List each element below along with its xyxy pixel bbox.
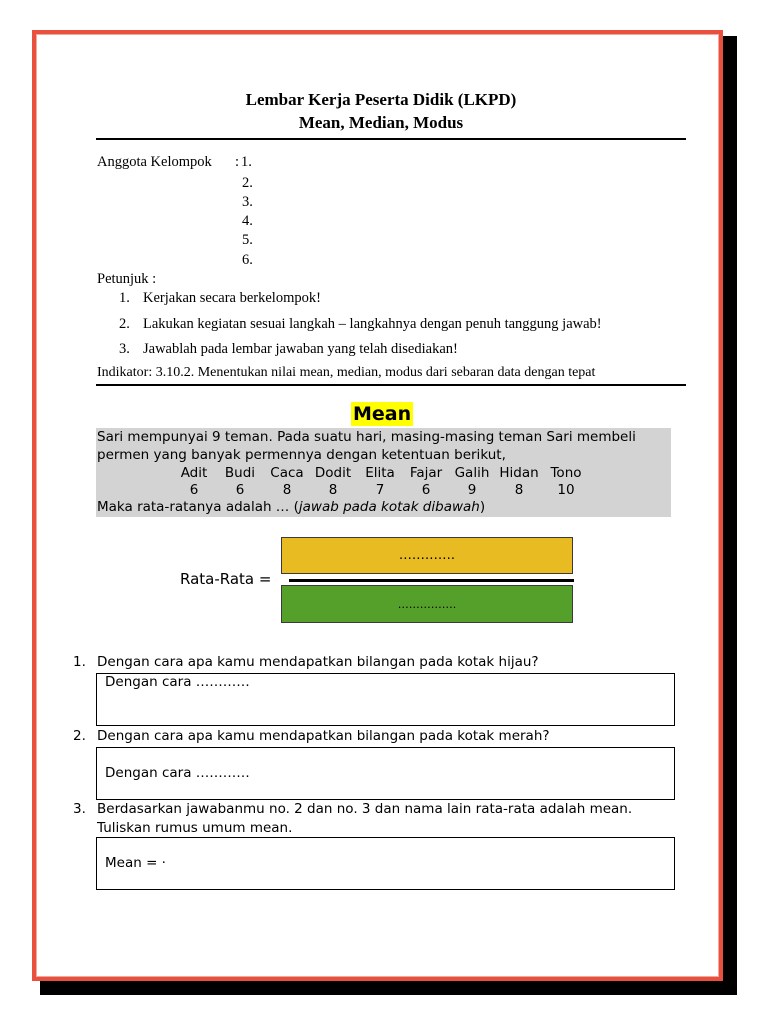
problem-line-1: Sari mempunyai 9 teman. Pada suatu hari, masing-masing teman Sari membeli <box>97 429 636 445</box>
denominator-box[interactable]: ……………. <box>281 585 573 623</box>
candy-count: 10 <box>557 482 575 498</box>
group-member-number: 6. <box>242 252 253 268</box>
page-subtitle: Mean, Median, Modus <box>298 113 464 132</box>
question-text-continued: Tuliskan rumus umum mean. <box>97 820 293 836</box>
group-member-number: 4. <box>242 213 253 229</box>
friend-name: Caca <box>270 465 304 481</box>
candy-count: 7 <box>375 482 385 498</box>
friend-name: Hidan <box>499 465 539 481</box>
candy-count: 6 <box>189 482 199 498</box>
answer-text: Mean = · <box>105 855 166 871</box>
rata-rata-label: Rata-Rata = <box>180 570 272 588</box>
friend-name: Dodit <box>314 465 352 481</box>
candy-count: 8 <box>328 482 338 498</box>
worksheet-page <box>32 30 723 981</box>
instruction-number: 1. <box>119 290 130 306</box>
question-number: 2. <box>73 728 86 744</box>
answer-text: Dengan cara ………… <box>105 674 250 690</box>
candy-count: 8 <box>514 482 524 498</box>
friend-name: Adit <box>180 465 208 481</box>
candy-count: 6 <box>421 482 431 498</box>
question-text: Dengan cara apa kamu mendapatkan bilangan pada kotak hijau? <box>97 654 539 670</box>
friend-name: Galih <box>454 465 490 481</box>
candy-count: 8 <box>282 482 292 498</box>
group-label: Anggota Kelompok <box>97 154 212 170</box>
friend-name: Budi <box>224 465 256 481</box>
indicator-text: Indikator: 3.10.2. Menentukan nilai mean, median, modus dari sebaran data dengan tepat <box>97 365 596 380</box>
page-title: Lembar Kerja Peserta Didik (LKPD) <box>245 90 517 109</box>
friend-name: Tono <box>550 465 582 481</box>
question-number: 3. <box>73 801 86 817</box>
instruction-number: 2. <box>119 316 130 332</box>
question-text: Dengan cara apa kamu mendapatkan bilangan pada kotak merah? <box>97 728 550 744</box>
question-number: 1. <box>73 654 86 670</box>
friend-name: Fajar <box>409 465 443 481</box>
instruction-text: Jawablah pada lembar jawaban yang telah disediakan! <box>143 341 458 357</box>
mean-heading: Mean <box>353 403 412 425</box>
candy-count: 6 <box>235 482 245 498</box>
mean-question <box>97 499 485 515</box>
group-member-number: 3. <box>242 194 253 210</box>
group-member-number: 5. <box>242 232 253 248</box>
group-member-number: 2. <box>242 175 253 191</box>
mean-question-suffix: ) <box>479 499 486 515</box>
mean-question-hint: jawab pada kotak dibawah <box>298 499 480 515</box>
instruction-text: Kerjakan secara berkelompok! <box>143 290 321 306</box>
instructions-label: Petunjuk : <box>97 271 157 287</box>
candy-count: 9 <box>467 482 477 498</box>
friend-name: Elita <box>365 465 395 481</box>
answer-text: Dengan cara ………… <box>105 765 250 781</box>
answer-box-2[interactable] <box>96 747 675 800</box>
instruction-text: Lakukan kegiatan sesuai langkah – langkahnya dengan penuh tanggung jawab! <box>143 316 602 332</box>
title-divider <box>96 138 686 140</box>
fraction-bar <box>289 579 574 582</box>
answer-box-3[interactable] <box>96 837 675 890</box>
group-colon: : <box>235 154 240 170</box>
mean-question-prefix: Maka rata-ratanya adalah … ( <box>97 499 299 515</box>
answer-box-1[interactable] <box>96 673 675 726</box>
problem-line-2: permen yang banyak permennya dengan ketentuan berikut, <box>97 447 506 463</box>
instruction-number: 3. <box>119 341 130 357</box>
question-text: Berdasarkan jawabanmu no. 2 dan no. 3 dan nama lain rata-rata adalah mean. <box>97 801 633 817</box>
group-member-number: 1. <box>241 154 252 170</box>
numerator-box[interactable]: …………. <box>281 537 573 574</box>
indicator-divider <box>96 384 686 386</box>
